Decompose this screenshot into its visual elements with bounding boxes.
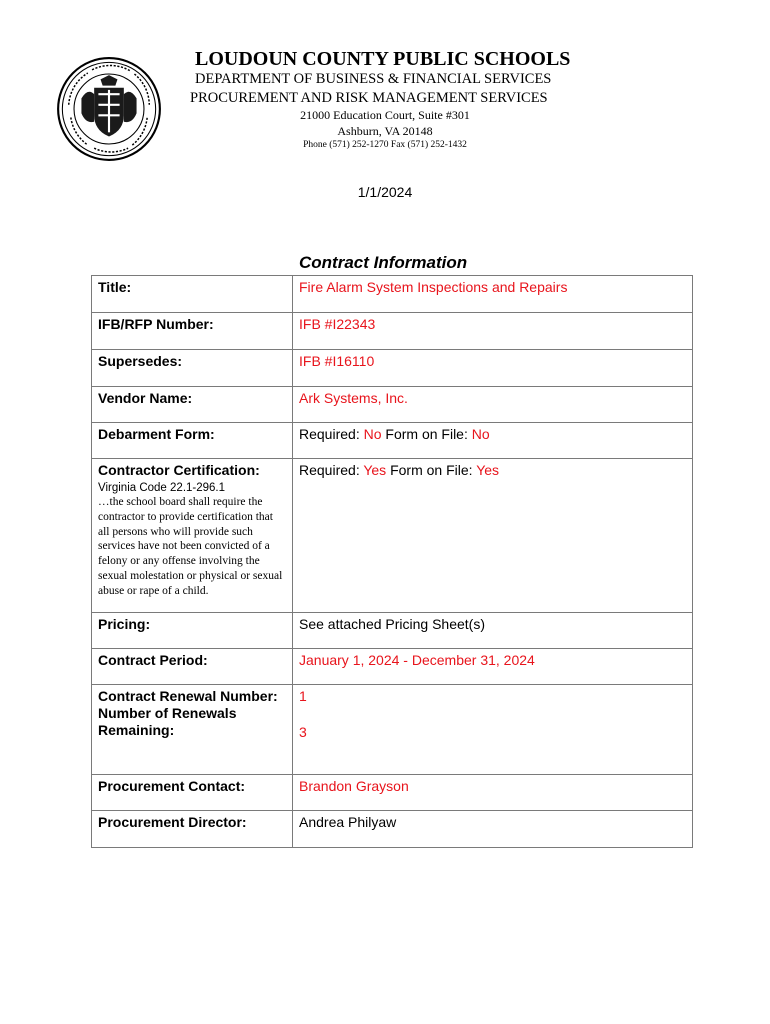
renewals-remaining-label: Number of Renewals Remaining:: [98, 705, 237, 738]
label-supersedes: Supersedes:: [92, 350, 293, 387]
value-renewal: [293, 685, 693, 775]
document-date: 1/1/2024: [357, 184, 413, 200]
value-ifb: IFB #I22343: [293, 313, 693, 350]
division-name: PROCUREMENT AND RISK MANAGEMENT SERVICES: [190, 90, 548, 106]
organization-name: LOUDOUN COUNTY PUBLIC SCHOOLS: [195, 48, 571, 70]
label-renewal: [92, 685, 293, 775]
debarment-on-file-label: Form on File:: [385, 426, 468, 442]
renewal-number-value: 1: [299, 688, 307, 704]
row-vendor: [92, 387, 693, 423]
label-contact: Procurement Contact:: [92, 775, 293, 811]
label-certification: [92, 459, 293, 613]
department-name: DEPARTMENT OF BUSINESS & FINANCIAL SERVICES: [195, 71, 552, 87]
contract-info-table: [91, 275, 693, 848]
phone-fax: Phone (571) 252-1270 Fax (571) 252-1432: [303, 140, 467, 150]
certification-on-file-label: Form on File:: [390, 462, 473, 478]
row-renewal: [92, 685, 693, 775]
row-director: [92, 811, 693, 848]
value-period: January 1, 2024 - December 31, 2024: [293, 649, 693, 685]
label-title: Title:: [92, 276, 293, 313]
row-debarment: [92, 423, 693, 459]
value-contact: Brandon Grayson: [293, 775, 693, 811]
row-title: [92, 276, 693, 313]
renewal-number-label: Contract Renewal Number:: [98, 688, 278, 704]
row-ifb: [92, 313, 693, 350]
value-pricing: See attached Pricing Sheet(s): [293, 613, 693, 649]
section-title: Contract Information: [299, 253, 468, 272]
value-director: Andrea Philyaw: [293, 811, 693, 848]
label-pricing: Pricing:: [92, 613, 293, 649]
row-period: [92, 649, 693, 685]
address-line-1: 21000 Education Court, Suite #301: [300, 108, 470, 122]
renewals-remaining-value: 3: [299, 724, 307, 740]
value-vendor: Ark Systems, Inc.: [293, 387, 693, 423]
value-certification: [293, 459, 693, 613]
row-pricing: [92, 613, 693, 649]
value-supersedes: IFB #I16110: [293, 350, 693, 387]
certification-on-file-value: Yes: [476, 462, 500, 478]
debarment-required-label: Required:: [299, 426, 360, 442]
debarment-on-file-value: No: [471, 426, 490, 442]
row-certification: [92, 459, 693, 613]
certification-label: Contractor Certification:: [98, 462, 260, 478]
label-director: Procurement Director:: [92, 811, 293, 848]
certification-code: Virginia Code 22.1-296.1: [98, 482, 226, 494]
value-debarment: [293, 423, 693, 459]
label-period: Contract Period:: [92, 649, 293, 685]
value-title: Fire Alarm System Inspections and Repairs: [293, 276, 693, 313]
certification-required-value: Yes: [363, 462, 387, 478]
address-line-2: Ashburn, VA 20148: [337, 124, 433, 138]
debarment-required-value: No: [363, 426, 382, 442]
row-contact: [92, 775, 693, 811]
label-vendor: Vendor Name:: [92, 387, 293, 423]
row-supersedes: [92, 350, 693, 387]
certification-text: …the school board shall require the contractor to provide certification that all persons who will provide such services have not been convicted of a felony or any offense involving the sexual molestation or physical or sexual abuse or rape of a child.: [98, 496, 283, 597]
label-debarment: Debarment Form:: [92, 423, 293, 459]
certification-required-label: Required:: [299, 462, 360, 478]
label-ifb: IFB/RFP Number:: [92, 313, 293, 350]
